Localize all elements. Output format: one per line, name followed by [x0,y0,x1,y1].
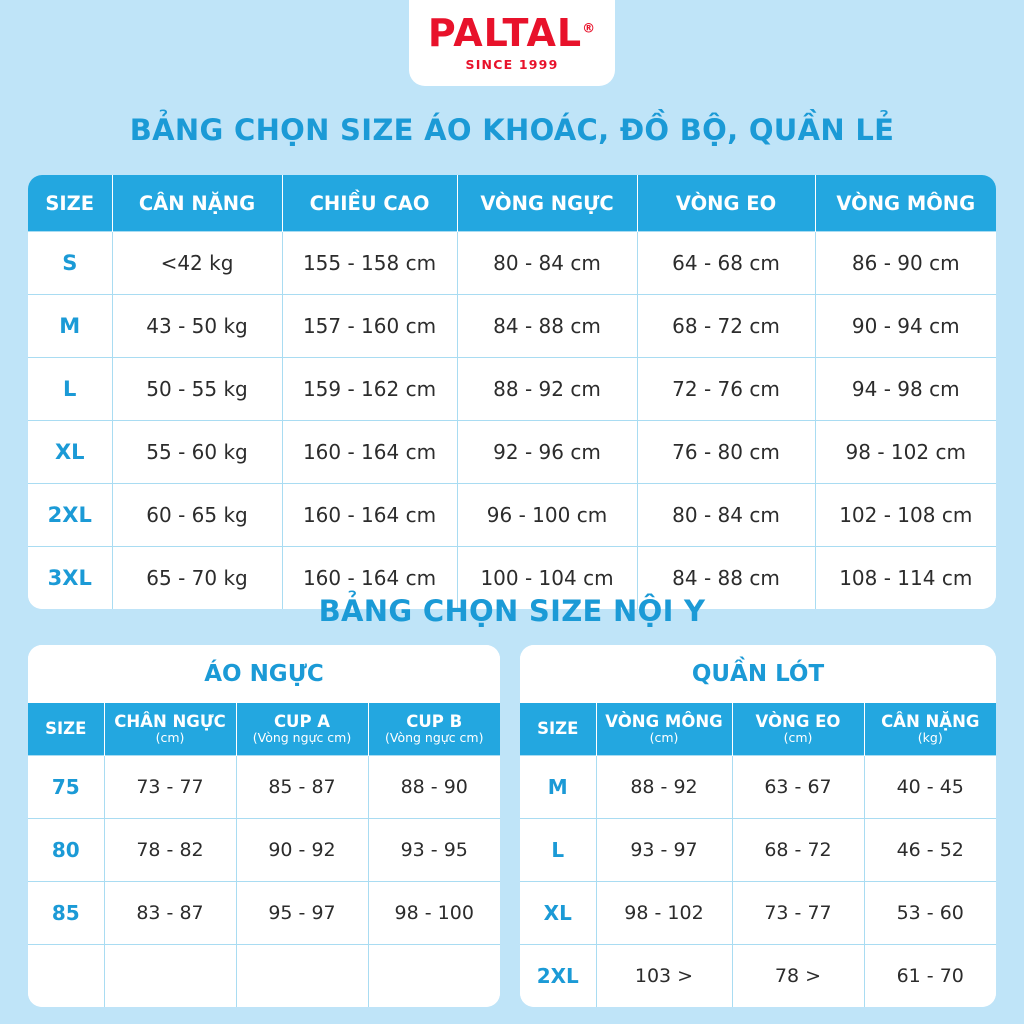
bra-table-caption: ÁO NGỰC [28,645,500,703]
column-header-size: SIZE [520,703,596,756]
table-row [520,945,996,1008]
bra-size-table-card [28,645,500,1007]
cell-bust: 84 - 88 cm [457,295,637,358]
cell-height: 159 - 162 cm [282,358,457,421]
cell-cup-b: 93 - 95 [368,819,500,882]
cell-weight: 50 - 55 kg [112,358,282,421]
column-header-weight: CÂN NẶNG (kg) [864,703,996,756]
cell-hip: 88 - 92 [596,756,732,819]
table-row [28,819,500,882]
cell-height: 160 - 164 cm [282,484,457,547]
cell-underbust [104,945,236,1008]
table-row [520,756,996,819]
table-row [28,882,500,945]
cell-waist: 64 - 68 cm [637,232,815,295]
cell-hip: 94 - 98 cm [815,358,996,421]
cell-height: 155 - 158 cm [282,232,457,295]
registered-mark-icon: ® [582,21,597,37]
table-row [28,421,996,484]
column-header-size: SIZE [28,703,104,756]
column-header-cup-a: CUP A (Vòng ngực cm) [236,703,368,756]
cell-size: 75 [28,756,104,819]
cell-weight: 65 - 70 kg [112,547,282,610]
cell-waist: 78 > [732,945,864,1008]
table-row [28,484,996,547]
cell-size: S [28,232,112,295]
column-header-height: CHIỀU CAO [282,175,457,232]
cell-size [28,945,104,1008]
cell-size: M [520,756,596,819]
cell-bust: 88 - 92 cm [457,358,637,421]
column-header-hip: VÒNG MÔNG [815,175,996,232]
cell-waist: 68 - 72 [732,819,864,882]
cell-weight: 40 - 45 [864,756,996,819]
cell-hip: 98 - 102 [596,882,732,945]
cell-cup-a: 90 - 92 [236,819,368,882]
section2-title: BẢNG CHỌN SIZE NỘI Y [318,594,706,628]
cell-weight: 55 - 60 kg [112,421,282,484]
column-header-bust: VÒNG NGỰC [457,175,637,232]
column-header-weight: CÂN NẶNG [112,175,282,232]
cell-bust: 100 - 104 cm [457,547,637,610]
table-row [520,882,996,945]
cell-size: 85 [28,882,104,945]
cell-waist: 68 - 72 cm [637,295,815,358]
cell-waist: 72 - 76 cm [637,358,815,421]
cell-hip: 108 - 114 cm [815,547,996,610]
cell-weight: 53 - 60 [864,882,996,945]
cell-waist: 73 - 77 [732,882,864,945]
bra-size-table [28,703,500,1007]
panty-size-table [520,703,996,1007]
outerwear-size-table-card [28,175,996,609]
cell-hip: 86 - 90 cm [815,232,996,295]
table-row [28,232,996,295]
cell-waist: 84 - 88 cm [637,547,815,610]
cell-size: L [28,358,112,421]
cell-hip: 98 - 102 cm [815,421,996,484]
cell-cup-b: 88 - 90 [368,756,500,819]
brand-tagline: SINCE 1999 [465,57,559,72]
cell-weight: <42 kg [112,232,282,295]
cell-height: 160 - 164 cm [282,421,457,484]
cell-weight: 60 - 65 kg [112,484,282,547]
cell-size: XL [28,421,112,484]
cell-hip: 90 - 94 cm [815,295,996,358]
cell-size: XL [520,882,596,945]
table-row [28,358,996,421]
column-header-waist: VÒNG EO (cm) [732,703,864,756]
table-header-row [28,703,500,756]
table-row [28,945,500,1008]
cell-underbust: 73 - 77 [104,756,236,819]
panty-size-table-card [520,645,996,1007]
cell-hip: 102 - 108 cm [815,484,996,547]
brand-name-text: PALTAL [427,11,583,55]
column-header-size: SIZE [28,175,112,232]
cell-size: 2XL [28,484,112,547]
cell-hip: 103 > [596,945,732,1008]
brand-name [427,11,597,55]
table-header-row [520,703,996,756]
cell-size: 3XL [28,547,112,610]
cell-bust: 80 - 84 cm [457,232,637,295]
column-header-hip: VÒNG MÔNG (cm) [596,703,732,756]
cell-cup-a: 85 - 87 [236,756,368,819]
cell-size: 2XL [520,945,596,1008]
cell-size: M [28,295,112,358]
cell-underbust: 78 - 82 [104,819,236,882]
column-header-waist: VÒNG EO [637,175,815,232]
section1-title: BẢNG CHỌN SIZE ÁO KHOÁC, ĐỒ BỘ, QUẦN LẺ [129,113,895,147]
cell-cup-a: 95 - 97 [236,882,368,945]
cell-weight: 46 - 52 [864,819,996,882]
cell-underbust: 83 - 87 [104,882,236,945]
cell-waist: 80 - 84 cm [637,484,815,547]
cell-size: L [520,819,596,882]
cell-height: 157 - 160 cm [282,295,457,358]
brand-logo [409,0,615,86]
cell-waist: 76 - 80 cm [637,421,815,484]
cell-bust: 96 - 100 cm [457,484,637,547]
outerwear-size-table [28,175,996,609]
table-row [28,756,500,819]
table-header-row [28,175,996,232]
table-row [28,295,996,358]
cell-waist: 63 - 67 [732,756,864,819]
cell-size: 80 [28,819,104,882]
cell-bust: 92 - 96 cm [457,421,637,484]
column-header-cup-b: CUP B (Vòng ngực cm) [368,703,500,756]
cell-cup-a [236,945,368,1008]
table-row [520,819,996,882]
cell-cup-b: 98 - 100 [368,882,500,945]
cell-hip: 93 - 97 [596,819,732,882]
cell-weight: 43 - 50 kg [112,295,282,358]
cell-weight: 61 - 70 [864,945,996,1008]
column-header-underbust: CHÂN NGỰC (cm) [104,703,236,756]
panty-table-caption: QUẦN LÓT [520,645,996,703]
cell-height: 160 - 164 cm [282,547,457,610]
cell-cup-b [368,945,500,1008]
